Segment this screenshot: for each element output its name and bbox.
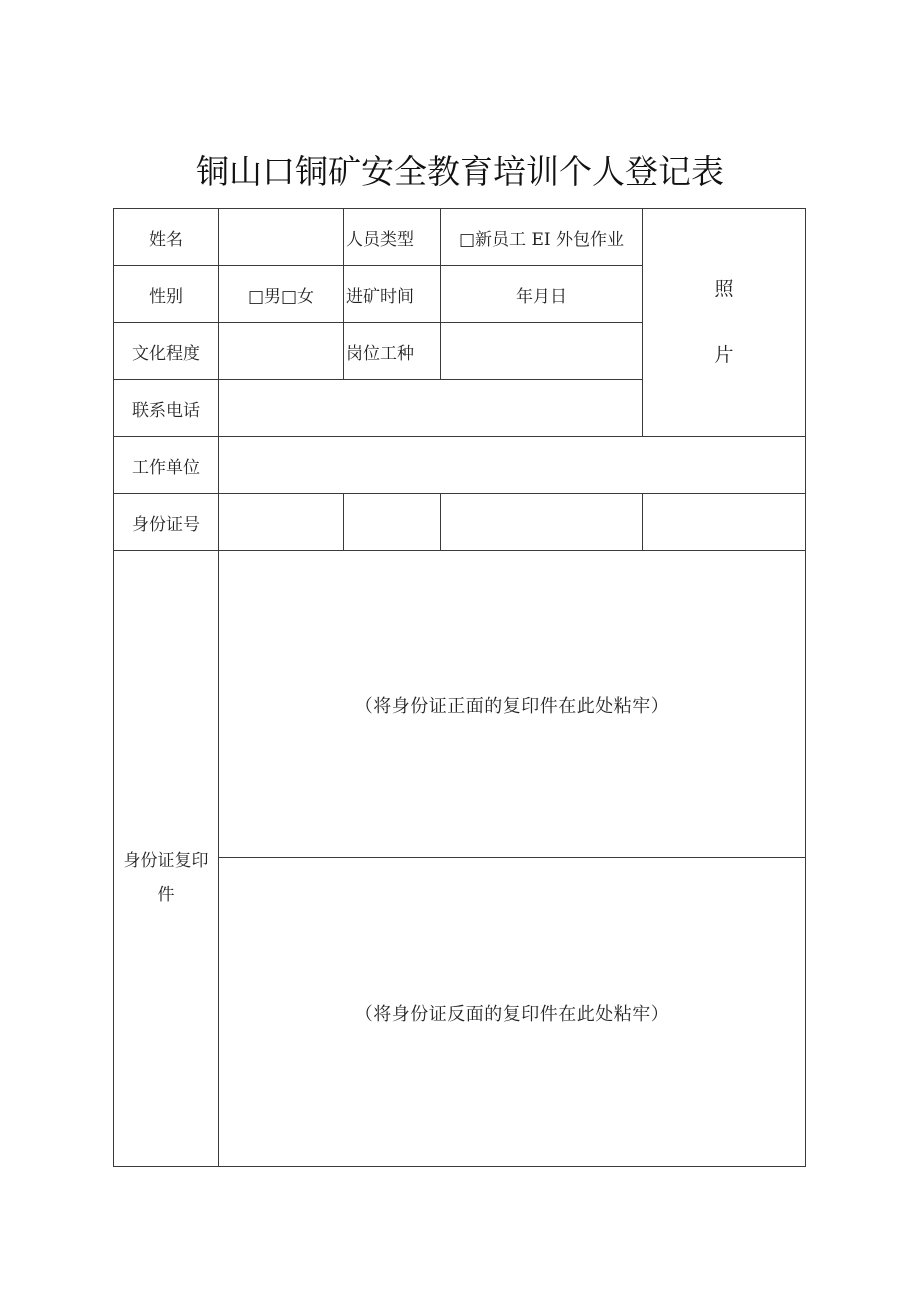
employer-field[interactable] [218, 436, 806, 494]
id-back-paste-area[interactable] [218, 857, 806, 1167]
gender-label: 性别 [113, 265, 219, 323]
id-back-note: （将身份证反面的复印件在此处粘牢） [354, 1004, 670, 1025]
education-field[interactable] [218, 322, 344, 380]
staff-type-label: 人员类型 [343, 208, 441, 266]
id-number-label: 身份证号 [113, 493, 219, 551]
id-front-note: （将身份证正面的复印件在此处粘牢） [354, 696, 670, 717]
page-title: 铜山口铜矿安全教育培训个人登记表 [196, 152, 724, 191]
id-number-cell-2[interactable] [343, 493, 441, 551]
post-input[interactable] [441, 323, 642, 379]
phone-field[interactable] [218, 379, 643, 437]
staff-type-options[interactable]: □新员工 EI 外包作业 [440, 208, 643, 266]
name-input[interactable] [219, 209, 343, 265]
name-field[interactable] [218, 208, 344, 266]
post-field[interactable] [440, 322, 643, 380]
employer-input[interactable] [219, 437, 805, 493]
id-copy-label: 身份证复印件 [123, 850, 209, 905]
id-front-paste-area[interactable] [218, 550, 806, 858]
phone-label: 联系电话 [113, 379, 219, 437]
post-label: 岗位工种 [343, 322, 441, 380]
id-number-cell-3[interactable] [440, 493, 643, 551]
id-number-cell-1[interactable] [218, 493, 344, 551]
education-label: 文化程度 [113, 322, 219, 380]
registration-form [113, 208, 806, 1167]
name-label: 姓名 [113, 208, 219, 266]
id-number-cell-4[interactable] [642, 493, 806, 551]
education-input[interactable] [219, 323, 343, 379]
photo-char-2: 片 [714, 344, 734, 366]
employer-label: 工作单位 [113, 436, 219, 494]
photo-box[interactable] [642, 208, 806, 437]
photo-char-1: 照 [714, 278, 734, 300]
entry-time-field[interactable]: 年月日 [440, 265, 643, 323]
gender-options[interactable]: □男□女 [218, 265, 344, 323]
entry-time-label: 进矿时间 [343, 265, 441, 323]
id-copy-label-cell [113, 550, 219, 1167]
phone-input[interactable] [219, 380, 642, 436]
